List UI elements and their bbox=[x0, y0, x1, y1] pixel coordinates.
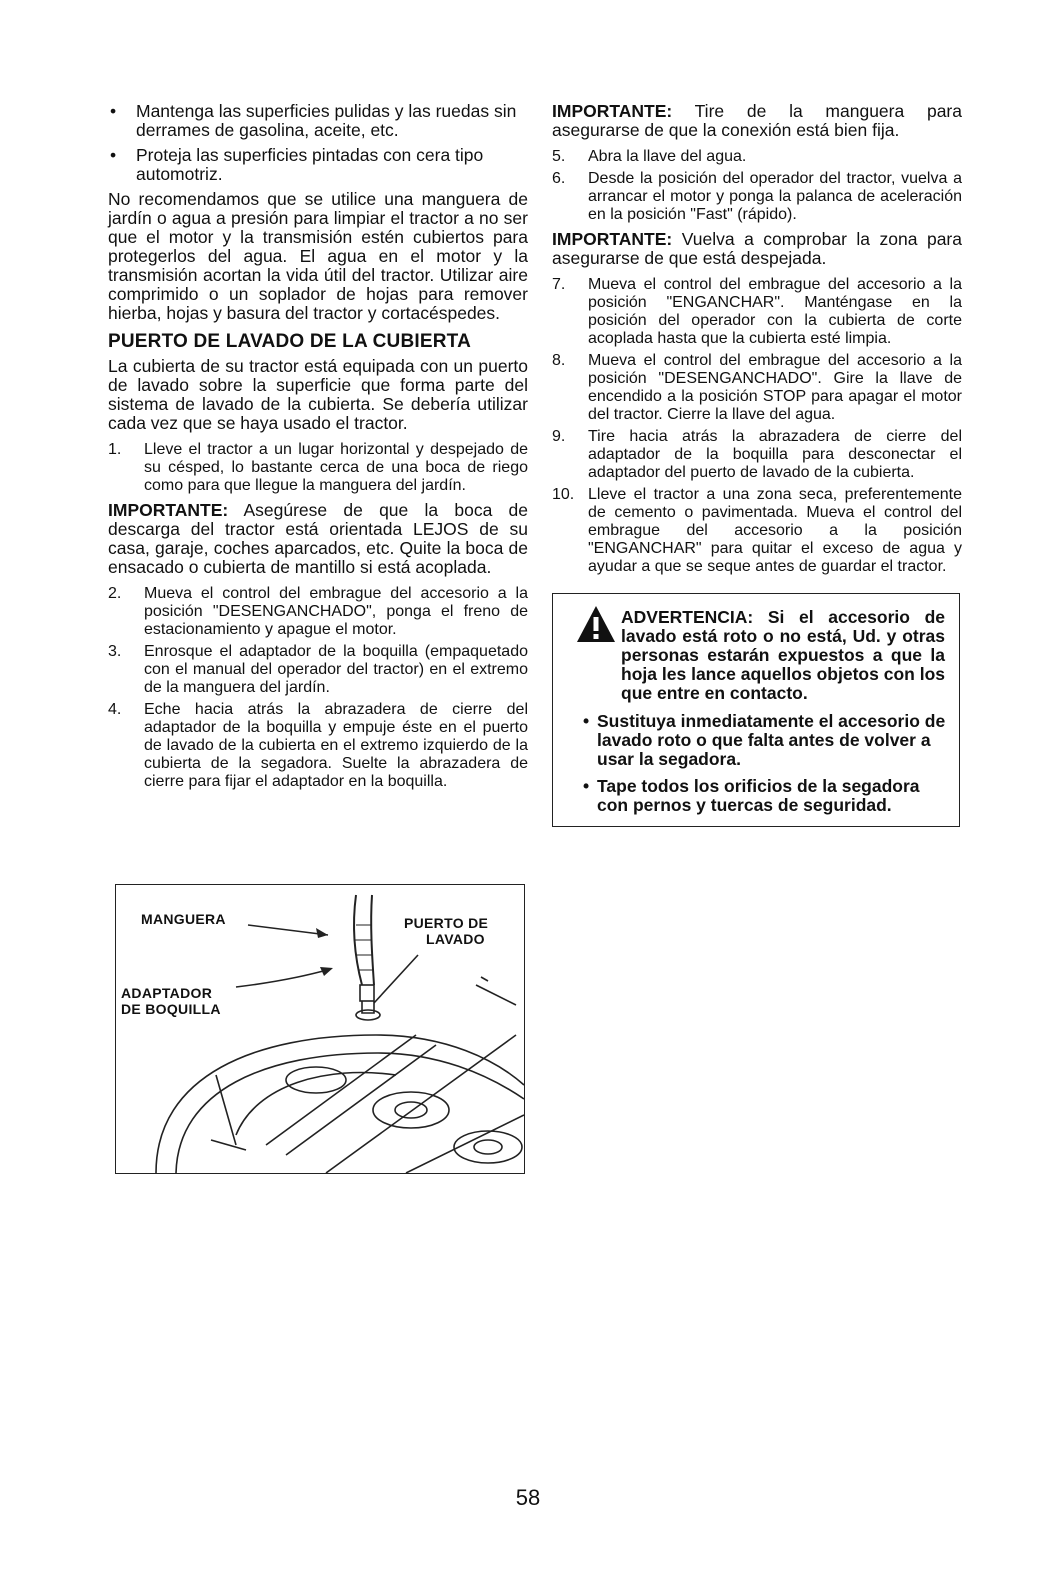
step-text: Mueva el control del embrague del accesorio a la posición "DESENGANCHADO". Gire la llave de encendido a la posición STOP para apagar el motor del tractor. Cierre la llave del agua. bbox=[588, 352, 962, 423]
step-number: 7. bbox=[552, 276, 566, 293]
step-item bbox=[552, 352, 962, 424]
warning-item-text: Sustituya inmediatamente el accesorio de lavado roto o que falta antes de volver a usar la segadora. bbox=[597, 711, 946, 769]
important-note bbox=[552, 102, 962, 140]
bullet-mark: • bbox=[583, 711, 590, 731]
step-text: Enrosque el adaptador de la boquilla (empaquetado con el manual del operador del tractor) en el extremo de la manguera del jardín. bbox=[144, 643, 528, 696]
step-number: 5. bbox=[552, 148, 566, 165]
step-item bbox=[552, 486, 962, 576]
step-text: Lleve el tractor a un lugar horizontal y despejado de su césped, lo bastante cerca de una boca de riego como para que llegue la manguera del jardín. bbox=[144, 441, 528, 494]
page-number: 58 bbox=[515, 1485, 541, 1510]
bullet-mark: • bbox=[110, 101, 117, 121]
important-note bbox=[552, 230, 962, 268]
bullet-mark: • bbox=[583, 776, 590, 796]
adapter-label-line2: DE BOQUILLA bbox=[121, 1001, 221, 1017]
warning-item bbox=[583, 777, 953, 815]
step-item bbox=[552, 170, 962, 224]
port-label-line2: LAVADO bbox=[426, 931, 485, 947]
step-item bbox=[108, 585, 528, 639]
step-text: Desde la posición del operador del tractor, vuelva a arrancar el motor y ponga la palanca de aceleración en la posición "Fast" (rápido). bbox=[588, 170, 962, 223]
step-text: Tire hacia atrás la abrazadera de cierre del adaptador de la boquilla para desconectar el adaptador del puerto de lavado de la cubierta. bbox=[588, 428, 962, 481]
hose-label: MANGUERA bbox=[141, 911, 226, 927]
step-item bbox=[108, 701, 528, 791]
step-text: Lleve el tractor a una zona seca, preferentemente de cemento o pavimentada. Mueva el control del embrague del accesorio a la posición "ENGANCHAR" para quitar el exceso de agua y ayudar a que se seque antes de guardar el tractor. bbox=[588, 486, 962, 575]
step-item bbox=[552, 148, 962, 166]
important-text: Tire de la manguera para asegurarse de que la conexión está bien fija. bbox=[552, 101, 962, 140]
wash-port-figure bbox=[115, 884, 525, 1174]
step-number: 9. bbox=[552, 428, 566, 445]
warning-box bbox=[552, 593, 960, 827]
important-label: IMPORTANTE: bbox=[108, 500, 229, 520]
step-number: 3. bbox=[108, 643, 122, 660]
section-paragraph: La cubierta de su tractor está equipada con un puerto de lavado sobre la superficie que forma parte del sistema de lavado de la cubierta. Se debería utilizar cada vez que se haya usado el tractor. bbox=[108, 356, 528, 433]
step-text: Mueva el control del embrague del accesorio a la posición "ENGANCHAR". Manténgase en la posición del operador con la cubierta de corte acoplada hasta que la cubierta esté limpia. bbox=[588, 276, 962, 347]
step-number: 2. bbox=[108, 585, 122, 602]
section-heading: PUERTO DE LAVADO DE LA CUBIERTA bbox=[108, 331, 471, 352]
adapter-label-line1: ADAPTADOR bbox=[121, 985, 213, 1001]
important-note bbox=[108, 501, 528, 577]
bullet-text: Proteja las superficies pintadas con cera tipo automotriz. bbox=[136, 145, 484, 184]
step-number: 6. bbox=[552, 170, 566, 187]
step-item bbox=[552, 276, 962, 348]
warning-item bbox=[583, 712, 953, 769]
step-number: 10. bbox=[552, 486, 575, 503]
important-label: IMPORTANTE: bbox=[552, 229, 673, 249]
step-number: 8. bbox=[552, 352, 566, 369]
right-column bbox=[552, 102, 962, 580]
port-label-line1: PUERTO DE bbox=[404, 915, 489, 931]
warning-item-text: Tape todos los orificios de la segadora con pernos y tuercas de seguridad. bbox=[597, 776, 920, 815]
list-item bbox=[108, 102, 528, 140]
warning-triangle-icon bbox=[575, 604, 617, 644]
step-number: 4. bbox=[108, 701, 122, 718]
step-text: Abra la llave del agua. bbox=[588, 148, 747, 165]
step-text: Eche hacia atrás la abrazadera de cierre del adaptador de la boquilla y empuje éste en el puerto de lavado de la cubierta en el extremo izquierdo de la cubierta de la segadora. Suelte la abrazadera de cierre para fijar el adaptador en la boquilla. bbox=[144, 701, 528, 790]
bullet-mark: • bbox=[110, 145, 117, 165]
intro-paragraph: No recomendamos que se utilice una manguera de jardín o agua a presión para limpiar el tractor a no ser que el motor y la transmisión estén cubiertos para protegerlos del agua. El agua en el motor y la transmisión acortan la vida útil del tractor. Utilizar aire comprimido o un soplador de hojas para remover hierba, hojas y basura del tractor y cortacéspedes. bbox=[108, 189, 528, 323]
bullet-text: Mantenga las superficies pulidas y las ruedas sin derrames de gasolina, aceite, etc. bbox=[136, 101, 517, 140]
left-column bbox=[108, 102, 528, 795]
step-number: 1. bbox=[108, 441, 122, 458]
warning-list bbox=[583, 712, 953, 823]
important-text: Vuelva a comprobar la zona para asegurarse de que está despejada. bbox=[552, 229, 962, 268]
step-item bbox=[552, 428, 962, 482]
important-label: IMPORTANTE: bbox=[552, 101, 673, 121]
step-item bbox=[108, 441, 528, 495]
step-text: Mueva el control del embrague del accesorio a la posición "DESENGANCHADO", ponga el freno de estacionamiento y apague el motor. bbox=[144, 585, 528, 638]
list-item bbox=[108, 146, 528, 184]
important-text: Asegúrese de que la boca de descarga del tractor está orientada LEJOS de su casa, garaje, coches aparcados, etc. Quite la boca de ensacado o cubierta de mantillo si está acoplada. bbox=[108, 500, 528, 577]
step-item bbox=[108, 643, 528, 697]
warning-heading: ADVERTENCIA: Si el accesorio de lavado está roto o no está, Ud. y otras personas estarán expuestos a que la hoja les lance aquellos objetos con los que entre en contacto. bbox=[621, 607, 945, 703]
